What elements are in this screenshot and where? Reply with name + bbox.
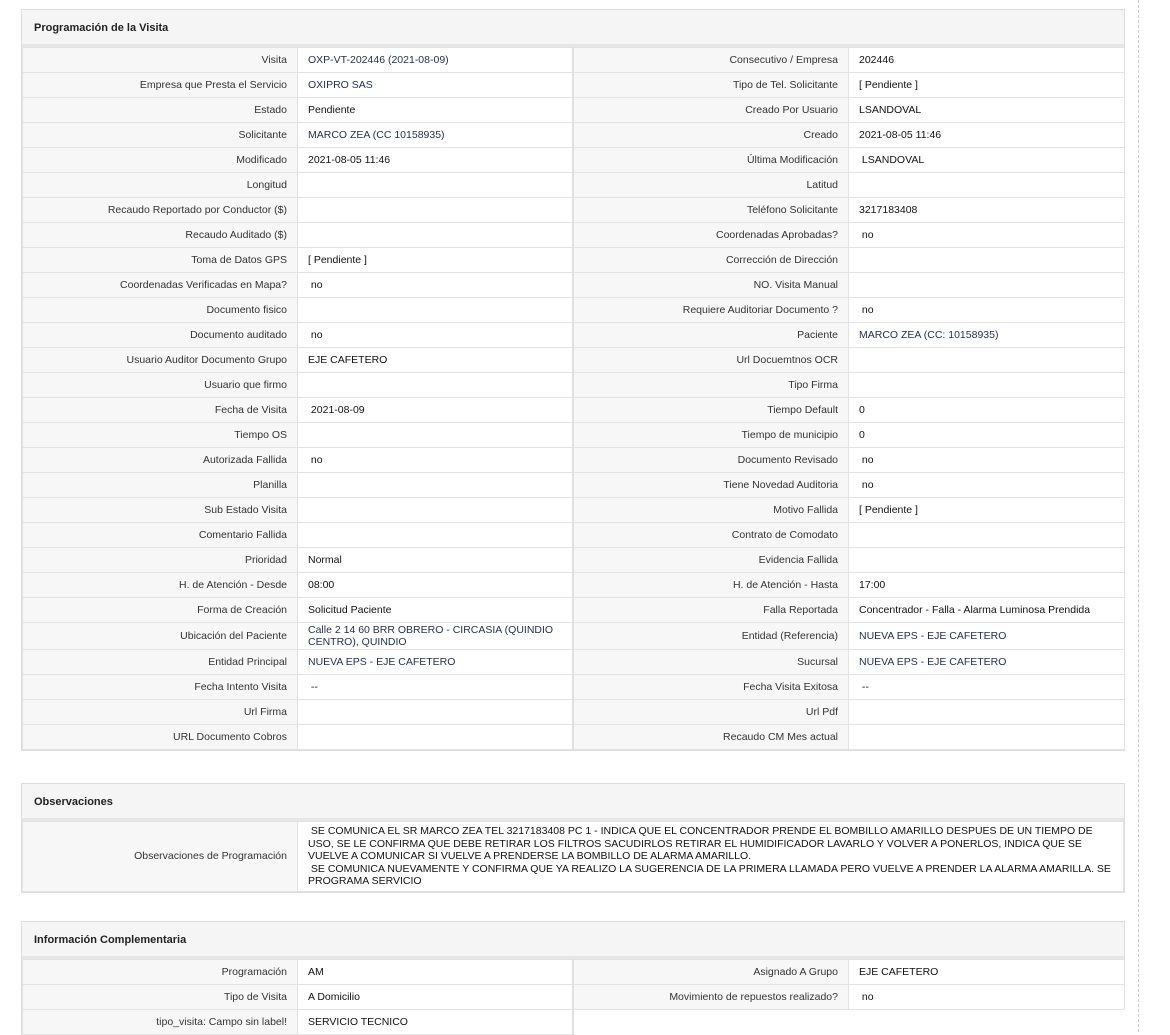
programacion-row	[23, 473, 1125, 498]
programacion-row	[23, 523, 1125, 548]
programacion-value: Solicitud Paciente	[298, 598, 573, 623]
info-complementaria-row	[23, 960, 1125, 985]
observaciones-table	[22, 821, 1124, 892]
programacion-label: Tipo Firma	[573, 373, 849, 398]
programacion-label: Sub Estado Visita	[23, 498, 298, 523]
programacion-label: H. de Atención - Desde	[23, 573, 298, 598]
programacion-value: NUEVA EPS - EJE CAFETERO	[298, 650, 573, 675]
programacion-row	[23, 448, 1125, 473]
programacion-value: 2021-08-05 11:46	[849, 123, 1125, 148]
programacion-value	[298, 523, 573, 548]
programacion-value: 0	[849, 423, 1125, 448]
info-complementaria-panel	[21, 921, 1125, 1035]
programacion-label: Sucursal	[573, 650, 849, 675]
programacion-value: no	[849, 223, 1125, 248]
observaciones-text	[298, 822, 1124, 892]
info-complementaria-label: Programación	[23, 960, 298, 985]
programacion-value	[298, 198, 573, 223]
programacion-label: Tiene Novedad Auditoria	[573, 473, 849, 498]
programacion-row	[23, 498, 1125, 523]
programacion-label: Fecha Intento Visita	[23, 675, 298, 700]
info-complementaria-label: tipo_visita: Campo sin label!	[23, 1010, 298, 1035]
observaciones-panel	[21, 783, 1125, 893]
programacion-row	[23, 623, 1125, 650]
programacion-row	[23, 650, 1125, 675]
info-complementaria-value: AM	[298, 960, 573, 985]
programacion-value	[849, 700, 1125, 725]
info-complementaria-title: Información Complementaria	[22, 921, 1124, 959]
programacion-value: 0	[849, 398, 1125, 423]
programacion-value: Pendiente	[298, 98, 573, 123]
programacion-label: Última Modificación	[573, 148, 849, 173]
page-divider	[1138, 0, 1139, 1032]
programacion-value: LSANDOVAL	[849, 148, 1125, 173]
programacion-value: NUEVA EPS - EJE CAFETERO	[849, 623, 1125, 650]
programacion-row	[23, 423, 1125, 448]
programacion-value: 2021-08-09	[298, 398, 573, 423]
programacion-value: MARCO ZEA (CC: 10158935)	[849, 323, 1125, 348]
programacion-title: Programación de la Visita	[22, 9, 1124, 47]
programacion-label: Creado	[573, 123, 849, 148]
programacion-label: Paciente	[573, 323, 849, 348]
programacion-label: Modificado	[23, 148, 298, 173]
programacion-label: NO. Visita Manual	[573, 273, 849, 298]
programacion-value: no	[849, 448, 1125, 473]
programacion-label: Coordenadas Aprobadas?	[573, 223, 849, 248]
programacion-label: Entidad (Referencia)	[573, 623, 849, 650]
programacion-value: MARCO ZEA (CC 10158935)	[298, 123, 573, 148]
programacion-label: Url Firma	[23, 700, 298, 725]
info-complementaria-value	[849, 1010, 1125, 1035]
programacion-row	[23, 223, 1125, 248]
programacion-value: no	[298, 448, 573, 473]
programacion-row	[23, 598, 1125, 623]
programacion-value: OXIPRO SAS	[298, 73, 573, 98]
programacion-value: 2021-08-05 11:46	[298, 148, 573, 173]
programacion-value: [ Pendiente ]	[298, 248, 573, 273]
observaciones-line-2: SE COMUNICA NUEVAMENTE Y CONFIRMA QUE YA REALIZO LA SUGERENCIA DE LA PRIMERA LLAMADA PERO VUELVE A PRENDER LA ALARMA AMARILLA. SE PROGRAMA SERVICIO	[308, 862, 1114, 887]
programacion-value	[298, 473, 573, 498]
programacion-value: 17:00	[849, 573, 1125, 598]
programacion-value: --	[298, 675, 573, 700]
programacion-label: Corrección de Dirección	[573, 248, 849, 273]
programacion-label: Entidad Principal	[23, 650, 298, 675]
programacion-value	[849, 373, 1125, 398]
programacion-value	[849, 348, 1125, 373]
programacion-row	[23, 273, 1125, 298]
info-complementaria-label: Tipo de Visita	[23, 985, 298, 1010]
programacion-value	[298, 298, 573, 323]
programacion-row	[23, 398, 1125, 423]
programacion-value: no	[849, 298, 1125, 323]
programacion-label: Recaudo Auditado ($)	[23, 223, 298, 248]
programacion-label: Tiempo Default	[573, 398, 849, 423]
programacion-label: Coordenadas Verificadas en Mapa?	[23, 273, 298, 298]
info-complementaria-label: Movimiento de repuestos realizado?	[573, 985, 849, 1010]
programacion-label: Falla Reportada	[573, 598, 849, 623]
programacion-table	[22, 47, 1125, 750]
programacion-label: Requiere Auditoriar Documento ?	[573, 298, 849, 323]
programacion-value	[849, 523, 1125, 548]
info-complementaria-value: A Domicilio	[298, 985, 573, 1010]
programacion-value	[298, 700, 573, 725]
info-complementaria-label: Asignado A Grupo	[573, 960, 849, 985]
programacion-row	[23, 675, 1125, 700]
programacion-value: 202446	[849, 48, 1125, 73]
programacion-label: Visita	[23, 48, 298, 73]
programacion-label: Documento auditado	[23, 323, 298, 348]
programacion-label: Recaudo Reportado por Conductor ($)	[23, 198, 298, 223]
programacion-label: Url Pdf	[573, 700, 849, 725]
programacion-value: Normal	[298, 548, 573, 573]
programacion-value: 3217183408	[849, 198, 1125, 223]
programacion-value: 08:00	[298, 573, 573, 598]
programacion-value: no	[298, 323, 573, 348]
programacion-value: NUEVA EPS - EJE CAFETERO	[849, 650, 1125, 675]
info-complementaria-row	[23, 985, 1125, 1010]
programacion-row	[23, 298, 1125, 323]
programacion-label: Toma de Datos GPS	[23, 248, 298, 273]
programacion-value	[298, 423, 573, 448]
programacion-value: OXP-VT-202446 (2021-08-09)	[298, 48, 573, 73]
info-complementaria-row	[23, 1010, 1125, 1035]
programacion-value	[849, 273, 1125, 298]
programacion-value	[298, 173, 573, 198]
programacion-label: Fecha de Visita	[23, 398, 298, 423]
programacion-label: Prioridad	[23, 548, 298, 573]
programacion-label: Comentario Fallida	[23, 523, 298, 548]
programacion-label: Ubicación del Paciente	[23, 623, 298, 650]
programacion-row	[23, 548, 1125, 573]
info-complementaria-value: EJE CAFETERO	[849, 960, 1125, 985]
programacion-row	[23, 173, 1125, 198]
programacion-label: Documento Revisado	[573, 448, 849, 473]
programacion-label: Autorizada Fallida	[23, 448, 298, 473]
programacion-label: Solicitante	[23, 123, 298, 148]
programacion-label: Estado	[23, 98, 298, 123]
programacion-row	[23, 198, 1125, 223]
programacion-value: [ Pendiente ]	[849, 498, 1125, 523]
info-complementaria-label	[573, 1010, 849, 1035]
programacion-row	[23, 148, 1125, 173]
programacion-label: Tiempo OS	[23, 423, 298, 448]
info-complementaria-table	[22, 959, 1125, 1035]
programacion-row	[23, 348, 1125, 373]
programacion-value: --	[849, 675, 1125, 700]
programacion-label: Tiempo de municipio	[573, 423, 849, 448]
info-complementaria-value: SERVICIO TECNICO	[298, 1010, 573, 1035]
info-complementaria-value: no	[849, 985, 1125, 1010]
programacion-row	[23, 700, 1125, 725]
programacion-label: URL Documento Cobros	[23, 725, 298, 750]
programacion-label: Recaudo CM Mes actual	[573, 725, 849, 750]
programacion-value: EJE CAFETERO	[298, 348, 573, 373]
programacion-label: Documento fisico	[23, 298, 298, 323]
programacion-row	[23, 73, 1125, 98]
programacion-label: H. de Atención - Hasta	[573, 573, 849, 598]
programacion-label: Evidencia Fallida	[573, 548, 849, 573]
programacion-row	[23, 48, 1125, 73]
programacion-row	[23, 98, 1125, 123]
programacion-label: Creado Por Usuario	[573, 98, 849, 123]
programacion-label: Empresa que Presta el Servicio	[23, 73, 298, 98]
programacion-value: Concentrador - Falla - Alarma Luminosa Prendida	[849, 598, 1125, 623]
programacion-label: Motivo Fallida	[573, 498, 849, 523]
programacion-value	[298, 725, 573, 750]
programacion-label: Teléfono Solicitante	[573, 198, 849, 223]
programacion-value: no	[298, 273, 573, 298]
programacion-label: Forma de Creación	[23, 598, 298, 623]
programacion-label: Tipo de Tel. Solicitante	[573, 73, 849, 98]
programacion-value: LSANDOVAL	[849, 98, 1125, 123]
programacion-label: Fecha Visita Exitosa	[573, 675, 849, 700]
programacion-value	[298, 498, 573, 523]
programacion-row	[23, 725, 1125, 750]
programacion-value	[298, 223, 573, 248]
programacion-value	[298, 373, 573, 398]
programacion-label: Usuario Auditor Documento Grupo	[23, 348, 298, 373]
programacion-value: [ Pendiente ]	[849, 73, 1125, 98]
observaciones-line-1: SE COMUNICA EL SR MARCO ZEA TEL 3217183408 PC 1 - INDICA QUE EL CONCENTRADOR PRENDE EL BOMBILLO AMARILLO DESPUES DE UN TIEMPO DE USO, SE LE CONFIRMA QUE DEBE RETIRAR LOS FILTROS SACUDIRLOS RETIRAR EL HUMIDIFICADOR LAVARLO Y VOLVER A PONERLOS, INDICA QUE SE VUELVE A COMUNICAR SI VUELVE A PRENDERSE LA BOMBILLO DE ALARMA AMARILLO.	[308, 825, 1096, 862]
programacion-label: Consecutivo / Empresa	[573, 48, 849, 73]
programacion-row	[23, 248, 1125, 273]
observaciones-title: Observaciones	[22, 783, 1124, 821]
programacion-value: no	[849, 473, 1125, 498]
programacion-value	[849, 248, 1125, 273]
programacion-row	[23, 373, 1125, 398]
programacion-value	[849, 173, 1125, 198]
observaciones-label: Observaciones de Programación	[23, 822, 298, 892]
programacion-panel	[21, 9, 1125, 751]
programacion-value	[849, 548, 1125, 573]
programacion-label: Longitud	[23, 173, 298, 198]
programacion-label: Latitud	[573, 173, 849, 198]
programacion-value	[849, 725, 1125, 750]
programacion-label: Url Docuemtnos OCR	[573, 348, 849, 373]
programacion-value: Calle 2 14 60 BRR OBRERO - CIRCASIA (QUINDIO CENTRO), QUINDIO	[298, 623, 573, 650]
programacion-label: Contrato de Comodato	[573, 523, 849, 548]
programacion-row	[23, 573, 1125, 598]
programacion-label: Planilla	[23, 473, 298, 498]
programacion-row	[23, 323, 1125, 348]
programacion-row	[23, 123, 1125, 148]
programacion-label: Usuario que firmo	[23, 373, 298, 398]
